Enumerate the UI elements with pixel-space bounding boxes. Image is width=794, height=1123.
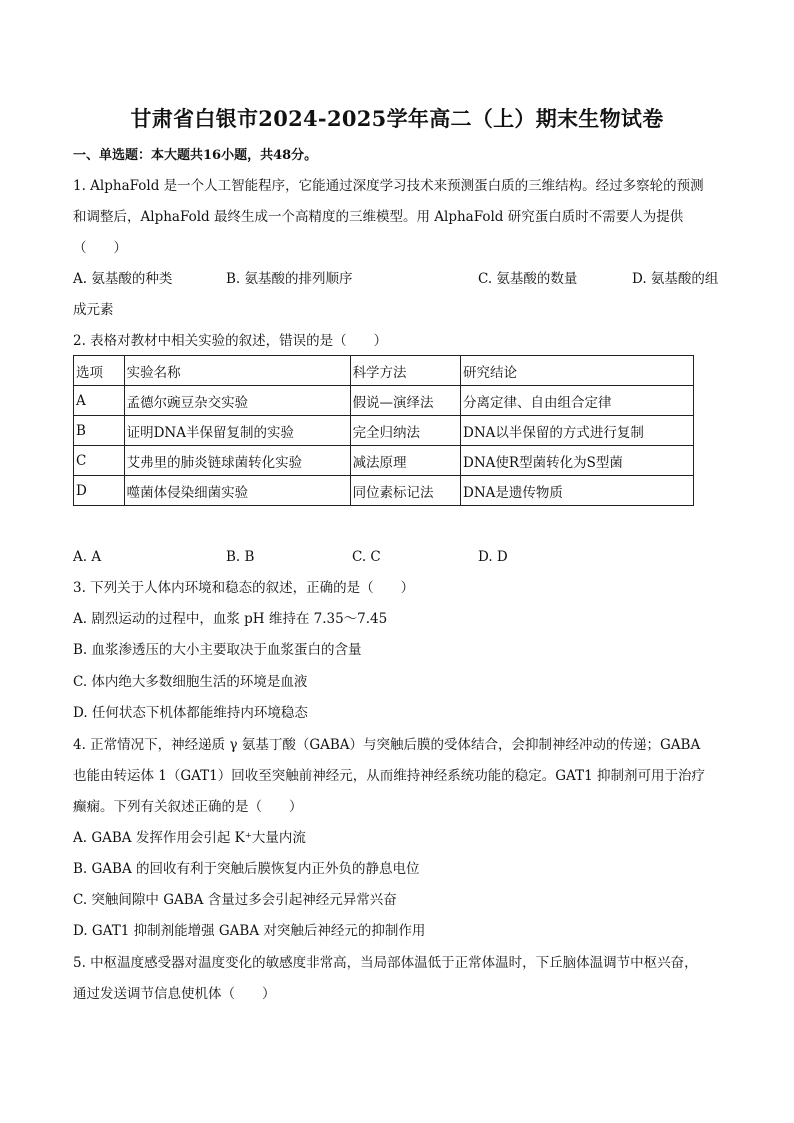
table-cell: 证明DNA半保留复制的实验	[124, 416, 350, 446]
table-header: 实验名称	[124, 356, 350, 386]
table-cell: DNA使R型菌转化为S型菌	[461, 446, 694, 476]
table-cell: 孟德尔豌豆杂交实验	[124, 386, 350, 416]
q1-option-a: A. 氨基酸的种类	[73, 271, 173, 287]
q4-line-3: 癫痫。下列有关叙述正确的是（ ）	[73, 799, 303, 815]
table-row	[74, 416, 694, 446]
q1-option-c: C. 氨基酸的数量	[478, 271, 578, 287]
q2-stem: 2. 表格对教材中相关实验的叙述，错误的是（ ）	[73, 333, 388, 349]
q1-option-b: B. 氨基酸的排列顺序	[226, 271, 353, 287]
table-row	[74, 386, 694, 416]
q4-option-a: A. GABA 发挥作用会引起 K⁺大量内流	[73, 830, 306, 846]
table-header: 研究结论	[461, 356, 694, 386]
q1-option-d-wrap: 成元素	[73, 302, 114, 318]
q3-option-d: D. 任何状态下机体都能维持内环境稳态	[73, 705, 308, 721]
q5-line-1: 5. 中枢温度感受器对温度变化的敏感度非常高，当局部体温低于正常体温时，下丘脑体温调节中枢兴奋，	[73, 955, 698, 971]
page-title: 甘肃省白银市2024-2025学年高二（上）期末生物试卷	[130, 106, 664, 131]
q2-table	[73, 355, 694, 506]
table-cell: DNA是遗传物质	[461, 476, 694, 506]
table-cell: 完全归纳法	[350, 416, 460, 446]
q4-line-2: 也能由转运体 1（GAT1）回收至突触前神经元，从而维持神经系统功能的稳定。GAT1 抑制剂可用于治疗	[73, 768, 705, 784]
q4-line-1: 4. 正常情况下，神经递质 γ 氨基丁酸（GABA）与突触后膜的受体结合，会抑制神经冲动的传递；GABA	[73, 737, 701, 753]
q1-line-2: 和调整后，AlphaFold 最终生成一个高精度的三维模型。用 AlphaFold 研究蛋白质时不需要人为提供	[73, 209, 684, 225]
q1-option-d: D. 氨基酸的组	[632, 271, 719, 287]
q4-option-c: C. 突触间隙中 GABA 含量过多会引起神经元异常兴奋	[73, 892, 397, 908]
q4-option-b: B. GABA 的回收有利于突触后膜恢复内正外负的静息电位	[73, 861, 420, 877]
table-header: 科学方法	[350, 356, 460, 386]
q5-line-2: 通过发送调节信息使机体（ ）	[73, 986, 276, 1002]
table-cell: B	[74, 416, 125, 446]
q2-option-d: D. D	[478, 549, 508, 565]
q2-option-b: B. B	[226, 549, 255, 565]
table-row	[74, 446, 694, 476]
section-heading: 一、单选题：本大题共16小题，共48分。	[73, 148, 318, 163]
q3-stem: 3. 下列关于人体内环境和稳态的叙述，正确的是（ ）	[73, 580, 415, 596]
table-cell: A	[74, 386, 125, 416]
table-cell: 假说—演绎法	[350, 386, 460, 416]
q2-option-a: A. A	[73, 549, 102, 565]
q3-option-a: A. 剧烈运动的过程中，血浆 pH 维持在 7.35～7.45	[73, 611, 388, 627]
q1-line-3: （ ）	[73, 240, 127, 256]
q3-option-c: C. 体内绝大多数细胞生活的环境是血液	[73, 674, 308, 690]
table-row	[74, 476, 694, 506]
table-cell: 同位素标记法	[350, 476, 460, 506]
table-cell: 艾弗里的肺炎链球菌转化实验	[124, 446, 350, 476]
table-header-row	[74, 356, 694, 386]
table-header: 选项	[74, 356, 125, 386]
q4-option-d: D. GAT1 抑制剂能增强 GABA 对突触后神经元的抑制作用	[73, 923, 426, 939]
q2-option-c: C. C	[352, 549, 381, 565]
table-cell: 分离定律、自由组合定律	[461, 386, 694, 416]
table-cell: 噬菌体侵染细菌实验	[124, 476, 350, 506]
table-cell: 减法原理	[350, 446, 460, 476]
q1-line-1: 1. AlphaFold 是一个人工智能程序，它能通过深度学习技术来预测蛋白质的三维结构。经过多察轮的预测	[73, 178, 704, 194]
q3-option-b: B. 血浆渗透压的大小主要取决于血浆蛋白的含量	[73, 642, 362, 658]
table-cell: DNA以半保留的方式进行复制	[461, 416, 694, 446]
table-cell: D	[74, 476, 125, 506]
table-cell: C	[74, 446, 125, 476]
